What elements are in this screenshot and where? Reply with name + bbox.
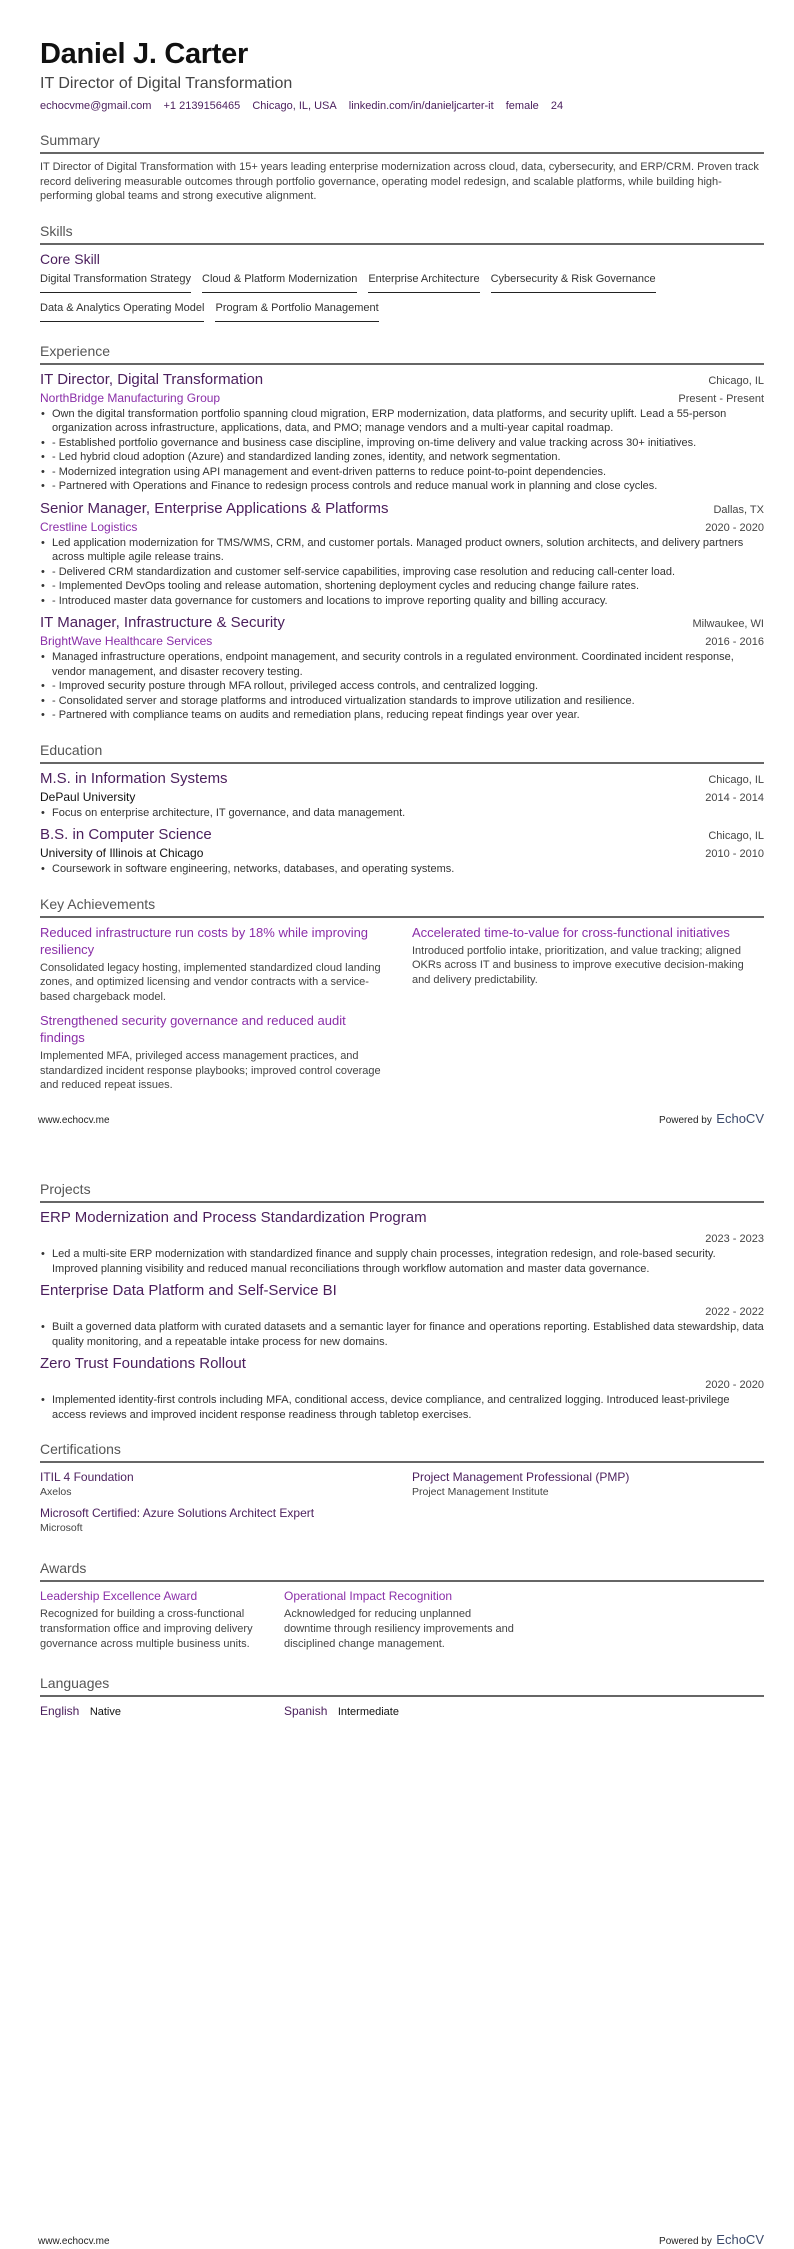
bullet: • Own the digital transformation portfolio spanning cloud migration, ERP modernization, data platforms, and security uplift. Lead a 55-person organization across infrastructure, applications, data, and PMO; manage vendors and a multi-year capital roadmap. <box>40 407 764 436</box>
degree: B.S. in Computer Science <box>40 826 212 843</box>
project-title: Enterprise Data Platform and Self-Service BI <box>40 1282 337 1299</box>
certification-issuer: Microsoft <box>40 1522 83 1534</box>
job-dates: Present - Present <box>678 392 764 405</box>
certifications-section <box>40 1440 764 1541</box>
skill-tag: Data & Analytics Operating Model <box>40 301 204 322</box>
bullet: • - Partnered with Operations and Finance to redesign process controls and reduce manual work in planning and close cycles. <box>40 479 764 494</box>
skills-section <box>40 222 764 330</box>
experience-heading: Experience <box>40 342 764 365</box>
contact-age: 24 <box>550 100 564 112</box>
achievement-desc: Consolidated legacy hosting, implemented standardized cloud landing zones, and optimized licensing and vendor contracts with a service-based chargeback model. <box>40 961 381 1003</box>
awards-section <box>40 1559 764 1652</box>
experience-section <box>40 342 764 723</box>
education-heading: Education <box>40 741 764 764</box>
achievement-desc: Implemented MFA, privileged access management practices, and standardized incident response playbooks; improved control coverage and reduced repeat issues. <box>40 1050 381 1091</box>
company-name: NorthBridge Manufacturing Group <box>40 390 221 405</box>
achievements-heading: Key Achievements <box>40 895 764 918</box>
education-entry <box>40 825 764 877</box>
education-dates: 2010 - 2010 <box>705 848 764 860</box>
job-location: Dallas, TX <box>713 503 764 516</box>
certification-item <box>40 1469 392 1499</box>
language-level: Native <box>89 1706 121 1718</box>
achievement-title: Reduced infrastructure run costs by 18% while improving resiliency <box>40 924 369 957</box>
certification-item <box>40 1505 392 1535</box>
bullet: • - Led hybrid cloud adoption (Azure) and standardized landing zones, identity, and network segmentation. <box>40 450 764 465</box>
project-dates: 2023 - 2023 <box>705 1233 764 1245</box>
bullet: • - Consolidated server and storage platforms and introduced virtualization standards to improve utilization and resilience. <box>40 694 764 709</box>
certification-name: ITIL 4 Foundation <box>40 1470 134 1484</box>
company-name: BrightWave Healthcare Services <box>40 634 213 648</box>
skill-tag: Digital Transformation Strategy <box>40 272 191 293</box>
brand-logo[interactable]: EchoCV <box>716 1111 764 1126</box>
bullet: • - Established portfolio governance and business case discipline, improving on-time delivery and value tracking across 30+ initiatives. <box>40 436 764 451</box>
candidate-title: IT Director of Digital Transformation <box>40 75 293 92</box>
bullet: • Led application modernization for TMS/WMS, CRM, and customer portals. Managed product owners, solution architects, and delivery partners across multiple agile release trains. <box>40 536 764 565</box>
bullet: • Implemented identity-first controls including MFA, conditional access, device compliance, and centralized logging. Introduced least-privilege access reviews and improved incident response readiness through tabletop exercises. <box>40 1393 764 1422</box>
footer-url[interactable]: www.echocv.me <box>38 1115 110 1126</box>
bullet: • - Partnered with compliance teams on audits and remediation plans, reducing repeat findings year over year. <box>40 708 764 723</box>
certification-item <box>412 1469 764 1499</box>
achievement-desc: Introduced portfolio intake, prioritization, and value tracking; aligned OKRs across IT and business to improve executive decision-making and delivery predictability. <box>412 944 744 986</box>
language-item <box>40 1702 284 1720</box>
achievement-grid <box>40 924 764 1101</box>
skill-tag: Enterprise Architecture <box>368 272 479 293</box>
certifications-heading: Certifications <box>40 1440 764 1463</box>
bullet: • Built a governed data platform with curated datasets and a semantic layer for finance and operations reporting. Established data stewardship, data quality monitoring, and a repeatable intake process for new domains. <box>40 1320 764 1349</box>
project-title: ERP Modernization and Process Standardization Program <box>40 1209 427 1226</box>
experience-entry <box>40 370 764 494</box>
bullet: • - Implemented DevOps tooling and release automation, shortening deployment cycles and reducing change failure rates. <box>40 579 764 594</box>
candidate-name: Daniel J. Carter <box>40 38 248 70</box>
achievement-title: Strengthened security governance and reduced audit findings <box>40 1013 346 1045</box>
skill-list <box>40 272 764 330</box>
contact-location: Chicago, IL, USA <box>252 100 337 112</box>
contact-email[interactable]: echocvme@gmail.com <box>40 100 152 112</box>
job-title: IT Director, Digital Transformation <box>40 370 264 388</box>
award-desc: Acknowledged for reducing unplanned downtime through resiliency improvements and disciplined change management. <box>284 1608 514 1650</box>
contact-linkedin[interactable]: linkedin.com/in/danieljcarter-it <box>348 100 494 112</box>
language-level: Intermediate <box>337 1706 399 1718</box>
achievement-item <box>40 924 392 1005</box>
project-title: Zero Trust Foundations Rollout <box>40 1355 246 1372</box>
certification-issuer: Project Management Institute <box>412 1486 549 1498</box>
contact-phone[interactable]: +1 2139156465 <box>163 100 241 112</box>
award-item <box>284 1588 514 1652</box>
skill-tag: Cybersecurity & Risk Governance <box>491 272 656 293</box>
job-bullets <box>40 650 764 723</box>
bullet: • Led a multi-site ERP modernization with standardized finance and supply chain processes, integration redesign, and role-based security. Improved planning visibility and reduced manual reconciliations through workflow automation and master data governance. <box>40 1247 764 1276</box>
project-dates: 2020 - 2020 <box>705 1379 764 1391</box>
project-entry <box>40 1281 764 1349</box>
skill-tag: Program & Portfolio Management <box>215 301 378 322</box>
school-name: University of Illinois at Chicago <box>40 846 204 860</box>
degree: M.S. in Information Systems <box>40 769 228 787</box>
project-bullets <box>40 1247 764 1276</box>
experience-entry <box>40 613 764 723</box>
summary-heading: Summary <box>40 131 764 154</box>
certification-name: Microsoft Certified: Azure Solutions Architect Expert <box>40 1506 315 1520</box>
contact-gender: female <box>505 100 539 112</box>
resume-page-2 <box>0 1123 794 2246</box>
projects-section <box>40 1180 764 1422</box>
projects-heading: Projects <box>40 1180 764 1203</box>
language-name: Spanish <box>284 1704 328 1718</box>
project-bullets <box>40 1393 764 1422</box>
award-grid <box>40 1588 764 1652</box>
languages-section <box>40 1674 764 1720</box>
education-bullets <box>40 806 764 821</box>
bullet: • Coursework in software engineering, networks, databases, and operating systems. <box>40 862 764 877</box>
experience-entry <box>40 499 764 609</box>
achievement-item <box>412 924 764 1005</box>
powered-by-label: Powered by <box>659 2236 712 2247</box>
bullet: • - Delivered CRM standardization and customer self-service capabilities, improving case resolution and reducing call-center load. <box>40 565 764 580</box>
skills-heading: Skills <box>40 222 764 245</box>
powered-by-label: Powered by <box>659 1115 712 1126</box>
job-location: Chicago, IL <box>708 374 764 387</box>
language-name: English <box>40 1704 80 1718</box>
language-item <box>284 1702 528 1720</box>
award-title: Leadership Excellence Award <box>40 1589 198 1603</box>
page-2-footer <box>38 2231 764 2249</box>
bullet: • - Modernized integration using API management and event-driven patterns to reduce point-to-point dependencies. <box>40 465 764 480</box>
contact-line <box>40 99 764 113</box>
job-title: Senior Manager, Enterprise Applications & Platforms <box>40 499 389 517</box>
job-bullets <box>40 407 764 494</box>
achievement-title: Accelerated time-to-value for cross-functional initiatives <box>412 924 730 940</box>
skill-tag: Cloud & Platform Modernization <box>202 272 357 293</box>
education-entry <box>40 769 764 821</box>
certification-issuer: Axelos <box>40 1486 72 1498</box>
bullet: • Focus on enterprise architecture, IT governance, and data management. <box>40 806 764 821</box>
job-location: Milwaukee, WI <box>692 618 764 630</box>
summary-text: IT Director of Digital Transformation with 15+ years leading enterprise modernization across cloud, data, cybersecurity, and ERP/CRM. Proven track record delivering measurable outcomes through portfolio governance, operating model redesign, and scalable platforms, while building high-performing global teams and strong executive alignment. <box>40 161 759 202</box>
project-entry <box>40 1354 764 1422</box>
job-dates: 2020 - 2020 <box>705 521 764 534</box>
bullet: • Managed infrastructure operations, endpoint management, and security controls in a regulated environment. Coordinated incident response, vendor management, and disaster recovery testing. <box>40 650 764 679</box>
project-bullets <box>40 1320 764 1349</box>
skill-group-title: Core Skill <box>40 250 100 267</box>
project-entry <box>40 1208 764 1276</box>
bullet: • - Introduced master data governance for customers and locations to improve reporting quality and billing accuracy. <box>40 594 764 609</box>
education-section <box>40 741 764 877</box>
certification-name: Project Management Professional (PMP) <box>412 1470 630 1484</box>
project-dates: 2022 - 2022 <box>705 1306 764 1318</box>
school-location: Chicago, IL <box>708 830 764 842</box>
company-name: Crestline Logistics <box>40 519 138 534</box>
page-2-content <box>40 1180 764 1720</box>
education-dates: 2014 - 2014 <box>705 791 764 804</box>
achievement-item <box>40 1012 392 1093</box>
powered-by <box>659 2231 764 2249</box>
brand-logo[interactable]: EchoCV <box>716 2232 764 2247</box>
summary-section <box>40 131 764 204</box>
bullet: • - Improved security posture through MFA rollout, privileged access controls, and centralized logging. <box>40 679 764 694</box>
award-desc: Recognized for building a cross-functional transformation office and improving delivery governance across multiple business units. <box>40 1608 253 1650</box>
school-location: Chicago, IL <box>708 773 764 786</box>
school-name: DePaul University <box>40 789 136 804</box>
footer-url[interactable]: www.echocv.me <box>38 2236 110 2247</box>
job-title: IT Manager, Infrastructure & Security <box>40 614 285 631</box>
job-bullets <box>40 536 764 609</box>
language-grid <box>40 1702 764 1720</box>
education-bullets <box>40 862 764 877</box>
achievements-section <box>40 895 764 1101</box>
awards-heading: Awards <box>40 1559 764 1582</box>
job-dates: 2016 - 2016 <box>705 636 764 648</box>
award-item <box>40 1588 270 1652</box>
certification-grid <box>40 1469 764 1541</box>
award-title: Operational Impact Recognition <box>284 1589 453 1603</box>
page-1-content <box>40 36 764 1101</box>
languages-heading: Languages <box>40 1674 764 1697</box>
